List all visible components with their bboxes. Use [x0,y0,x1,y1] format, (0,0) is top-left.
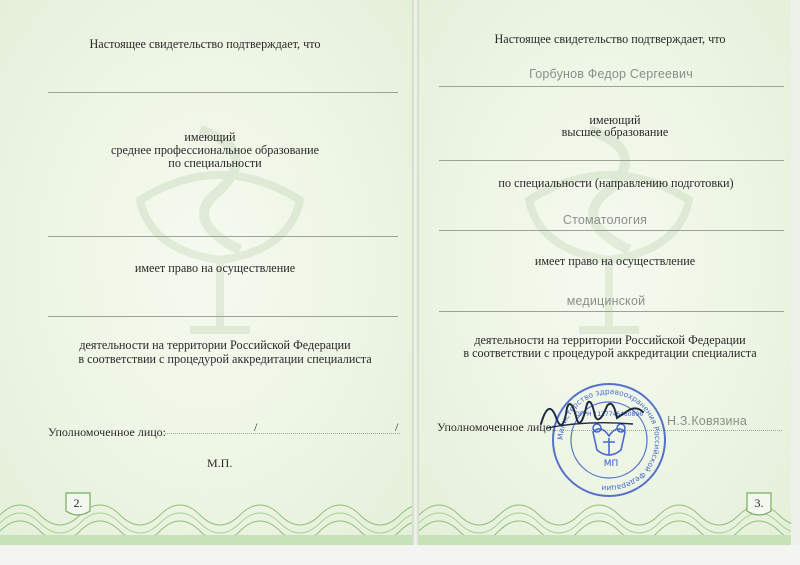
accordance-text-right: в соответствии с процедурой аккредитации специалиста [463,346,757,360]
education-line-right [439,160,784,161]
stamp-ogrn: ОГРН 1127746460896 [574,411,644,418]
name-line [48,92,398,93]
stamp-outer-text: Министерство здравоохранения Российской Федерации [555,386,663,494]
by-specialty-text-right: по специальности (направлению подготовки) [498,176,734,190]
by-specialty-text: по специальности [168,156,262,170]
certifies-text: Настоящее свидетельство подтверждает, что [89,37,321,51]
education-text-right: высшее образование [561,125,669,139]
certifies-text-right: Настоящее свидетельство подтверждает, что [494,32,726,46]
right-page [419,0,791,545]
name-line-right [439,86,784,87]
stamp-mp-label: МП [603,459,619,469]
accordance-text: в соответствии с процедурой аккредитации специалиста [78,352,372,366]
activity-type-line [48,316,398,317]
right-to-text-right: имеет право на осуществление [534,254,696,268]
having-text: имеющий [184,130,236,144]
specialty-value: Стоматология [562,213,648,227]
signature-line [165,433,400,434]
having-text-right: имеющий [589,113,641,127]
signer-name: Н.З.Ковязина [667,414,747,428]
handwritten-signature-icon [537,390,647,440]
mp-label: М.П. [207,456,233,470]
specialty-line [48,236,398,237]
education-text: среднее профессиональное образование [110,143,320,157]
activity-text: деятельности на территории Российской Федерации [79,338,351,352]
right-to-text: имеет право на осуществление [134,261,296,275]
specialty-line-right [439,230,784,231]
page-number-3: 3. [743,489,775,517]
page-number-2: 2. [62,489,94,517]
book-gutter [412,0,419,545]
slash-2: / [395,420,399,434]
scan-bottom-edge [0,545,800,565]
activity-type-value: медицинской [566,294,646,308]
left-page [0,0,412,545]
guilloche-border-right [419,485,791,545]
slash-1: / [254,420,258,434]
activity-type-line-right [439,311,784,312]
authorized-label-right: Уполномоченное лицо: [437,420,556,434]
person-name: Горбунов Федор Сергеевич [529,67,693,81]
activity-text-right: деятельности на территории Российской Федерации [474,333,746,347]
authorized-label: Уполномоченное лицо: [48,425,167,439]
